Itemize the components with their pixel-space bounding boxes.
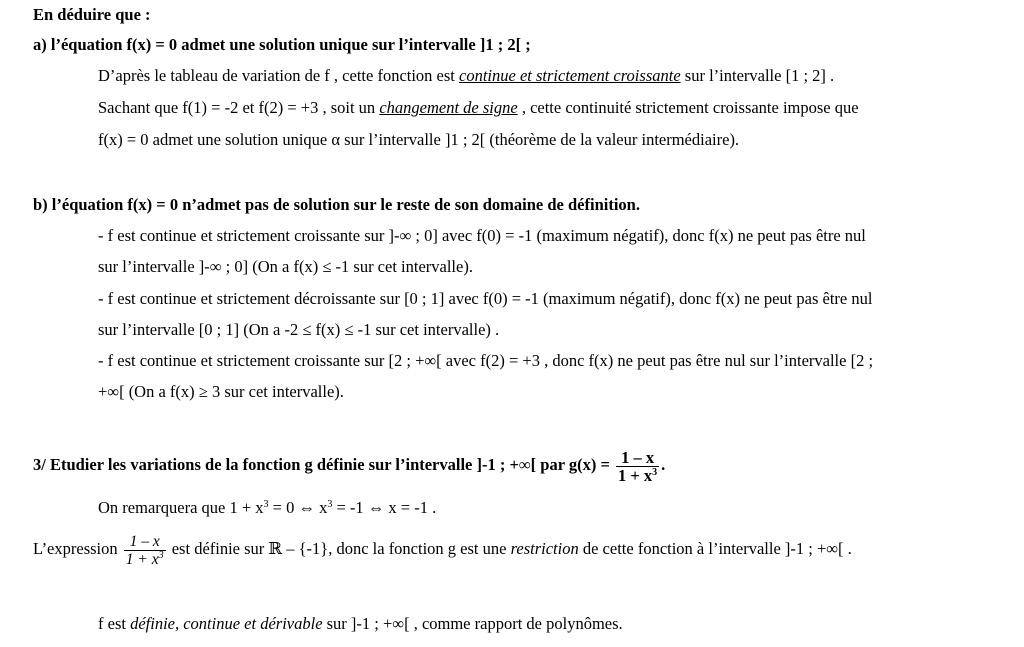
expression-post-a: est définie sur ℝ – {-1}, donc la fonction g est une bbox=[167, 539, 511, 558]
part-3-title-post: . bbox=[661, 455, 666, 474]
expression-fraction bbox=[124, 533, 166, 568]
part-3-title bbox=[33, 447, 665, 484]
part-b-line-5: - f est continue et strictement croissante sur [2 ; +∞[ avec f(2) = +3 , donc f(x) ne peut pas être nul sur l’intervalle [2 ; bbox=[98, 351, 874, 370]
expression-fraction-denominator: $1 + x^3$ bbox=[125, 549, 164, 568]
final-em: définie, continue et dérivable bbox=[130, 614, 323, 633]
part-a-line-1-pre: D’après le tableau de variation de f , cette fonction est bbox=[98, 66, 460, 85]
part-a-line-2-em: changement de signe bbox=[379, 98, 518, 117]
expression-post-b: de cette fonction à l’intervalle ]-1 ; +∞[ . bbox=[578, 539, 852, 558]
expression-line bbox=[33, 531, 852, 568]
part-b-line-1: - f est continue et strictement croissante sur ]-∞ ; 0] avec f(0) = -1 (maximum négatif), donc f(x) ne peut pas être nul bbox=[98, 226, 866, 245]
part-b-line-3: - f est continue et strictement décroissante sur [0 ; 1] avec f(0) = -1 (maximum négatif), donc f(x) ne peut pas être nul bbox=[98, 289, 873, 308]
part-b-line-4: sur l’intervalle [0 ; 1] (On a -2 ≤ f(x) ≤ -1 sur cet intervalle) . bbox=[98, 320, 500, 339]
part-a-line-2-post: , cette continuité strictement croissante impose que bbox=[517, 98, 859, 117]
part-b-line-6: +∞[ (On a f(x) ≥ 3 sur cet intervalle). bbox=[98, 382, 344, 401]
g-fraction-denominator: $1 + x^3$ bbox=[618, 465, 658, 485]
heading: En déduire que : bbox=[33, 5, 151, 24]
remark-line: On remarquera que $1 + x^3 = 0$ ⇔ $x^3 = -1$ ⇔ x = -1 . bbox=[98, 498, 437, 517]
part-a-line-1 bbox=[98, 66, 834, 86]
part-a-line-2 bbox=[98, 98, 859, 118]
part-a-line-2-pre: Sachant que f(1) = -2 et f(2) = +3 , soit un bbox=[98, 98, 380, 117]
expression-em: restriction bbox=[510, 539, 579, 558]
g-fraction-numerator: 1 – x bbox=[616, 449, 659, 467]
part-a-title: a) l’équation f(x) = 0 admet une solution unique sur l’intervalle ]1 ; 2[ ; bbox=[33, 35, 531, 54]
final-line: f est définie, continue et dérivable sur ]-1 ; +∞[ , comme rapport de polynômes. bbox=[98, 614, 623, 633]
part-a-line-1-em: continue et strictement croissante bbox=[459, 66, 681, 85]
expression-pre: L’expression bbox=[33, 539, 118, 558]
part-3-title-pre: 3/ Etudier les variations de la fonction g définie sur l’intervalle ]-1 ; +∞[ par g(x) = bbox=[33, 455, 610, 474]
part-a-line-1-post: sur l’intervalle [1 ; 2] . bbox=[680, 66, 835, 85]
part-b-title: b) l’équation f(x) = 0 n’admet pas de solution sur le reste de son domaine de définition. bbox=[33, 195, 640, 214]
g-fraction bbox=[616, 449, 659, 484]
part-b-line-2: sur l’intervalle ]-∞ ; 0] (On a f(x) ≤ -1 sur cet intervalle). bbox=[98, 257, 473, 276]
part-a-line-3: f(x) = 0 admet une solution unique α sur l’intervalle ]1 ; 2[ (théorème de la valeur intermédiaire). bbox=[98, 130, 740, 149]
expression-fraction-numerator: 1 – x bbox=[124, 533, 166, 551]
